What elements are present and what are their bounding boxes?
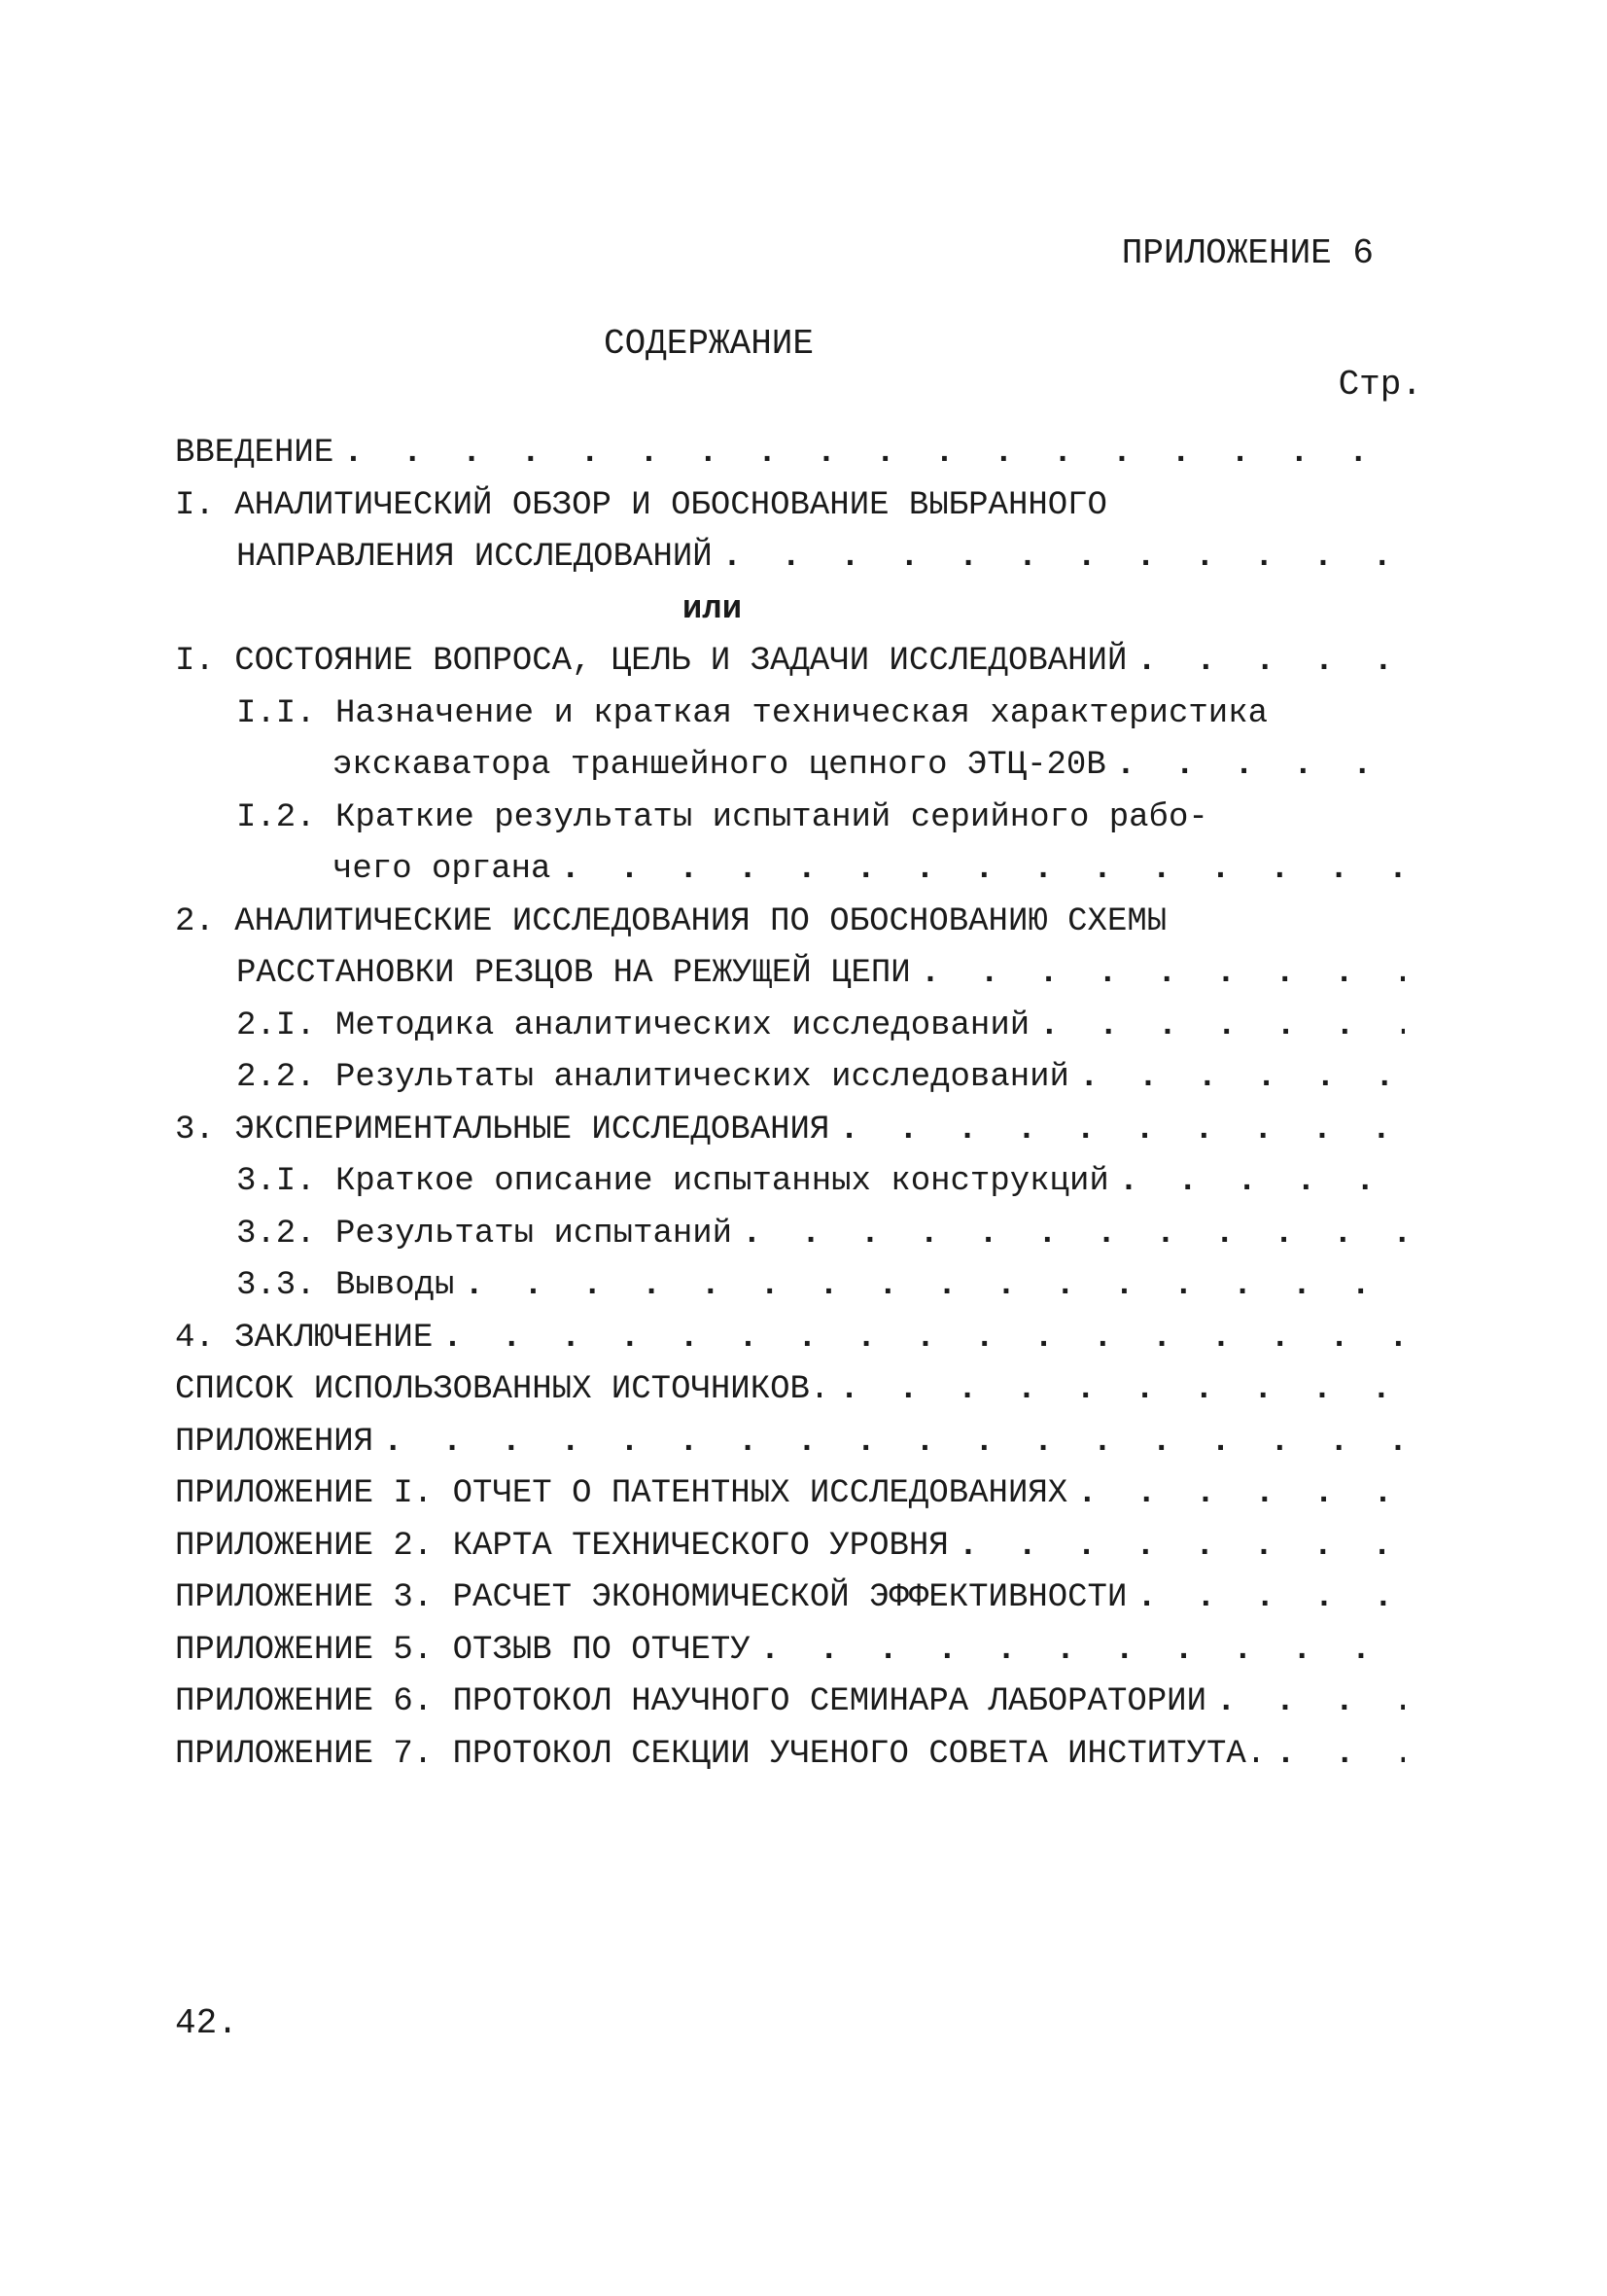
toc-dot-leader [760,1625,1405,1678]
toc-entry [175,948,1405,1001]
toc-entry-text: ПРИЛОЖЕНИЕ I. ОТЧЕТ О ПАТЕНТНЫХ ИССЛЕДОВАНИЯХ [175,1475,1068,1512]
toc-entry-text: РАССТАНОВКИ РЕЗЦОВ НА РЕЖУЩЕЙ ЦЕПИ [236,955,911,992]
toc-dot-leader [839,1105,1405,1157]
toc-entry [175,897,1405,949]
toc-dot-leader [921,948,1405,1001]
toc-entry-text: 3.2. Результаты испытаний [236,1215,733,1253]
page-column-label: Стр. [1338,365,1422,405]
toc-entry-text: НАПРАВЛЕНИЯ ИССЛЕДОВАНИЙ [236,539,713,576]
toc-entry [175,1468,1405,1521]
toc-entry-text: СПИСОК ИСПОЛЬЗОВАННЫХ ИСТОЧНИКОВ. [175,1371,830,1408]
toc-dot-leader [722,532,1405,584]
toc-dot-leader [464,1260,1405,1313]
toc-dot-leader [1136,636,1405,689]
toc-entry [175,1521,1405,1573]
toc-entry-text: экскаватора траншейного цепного ЭТЦ-20В [332,747,1106,784]
toc-entry [175,1001,1405,1053]
toc-entry [175,1209,1405,1261]
toc-entry-text: ПРИЛОЖЕНИЕ 5. ОТЗЫВ ПО ОТЧЕТУ [175,1631,751,1669]
toc-entry-text: I.2. Краткие результаты испытаний серийного рабо- [236,798,1208,836]
toc-entry [175,1677,1405,1729]
toc-entry [175,584,1405,637]
toc-entry [175,1156,1405,1209]
toc-entry [175,740,1405,793]
toc-dot-leader [1079,1052,1405,1105]
toc-dot-leader [1077,1468,1405,1521]
toc-entry [175,1572,1405,1625]
toc-dot-leader [383,1417,1405,1469]
toc-entry [175,1313,1405,1365]
toc-dot-leader [839,1364,1405,1417]
toc-dot-leader [959,1521,1405,1573]
toc-entry-text: ПРИЛОЖЕНИЕ 7. ПРОТОКОЛ СЕКЦИИ УЧЕНОГО СОВЕТА ИНСТИТУТА. [175,1735,1267,1773]
toc-entry-text: чего органа [332,851,551,888]
toc-entry [175,793,1405,845]
toc-dot-leader [742,1209,1405,1261]
toc-entry [175,844,1405,897]
toc-dot-leader [1119,1156,1405,1209]
toc-entry [175,1729,1405,1782]
toc-entry-text: I. СОСТОЯНИЕ ВОПРОСА, ЦЕЛЬ И ЗАДАЧИ ИССЛЕДОВАНИЙ [175,643,1128,680]
toc-dot-leader [1116,740,1405,793]
toc-entry-text: ПРИЛОЖЕНИЯ [175,1423,374,1461]
table-of-contents [175,428,1405,1781]
toc-entry [175,1364,1405,1417]
toc-entry-text: ВВЕДЕНИЕ [175,435,334,472]
toc-entry-text: 4. ЗАКЛЮЧЕНИЕ [175,1319,434,1357]
toc-entry [175,1625,1405,1678]
toc-entry-text: 2. АНАЛИТИЧЕСКИЕ ИССЛЕДОВАНИЯ ПО ОБОСНОВАНИЮ СХЕМЫ [175,902,1168,940]
toc-dot-leader [1275,1729,1405,1782]
toc-entry [175,1105,1405,1157]
toc-entry [175,532,1405,584]
toc-dot-leader [1039,1001,1405,1053]
toc-entry-text: ПРИЛОЖЕНИЕ 2. КАРТА ТЕХНИЧЕСКОГО УРОВНЯ [175,1527,949,1565]
toc-entry [175,636,1405,689]
toc-entry-text: 3. ЭКСПЕРИМЕНТАЛЬНЫЕ ИССЛЕДОВАНИЯ [175,1111,830,1148]
toc-entry-text: или [681,590,743,628]
toc-title: СОДЕРЖАНИЕ [603,324,815,364]
toc-entry-text: 2.2. Результаты аналитических исследований [236,1059,1069,1096]
toc-dot-leader [343,428,1405,480]
toc-dot-leader [442,1313,1405,1365]
toc-entry-text: 3.3. Выводы [236,1267,455,1304]
toc-entry-text: 3.I. Краткое описание испытанных конструкций [236,1163,1109,1200]
toc-entry [175,689,1405,741]
toc-entry [175,480,1405,533]
toc-entry-text: ПРИЛОЖЕНИЕ 3. РАСЧЕТ ЭКОНОМИЧЕСКОЙ ЭФФЕКТИВНОСТИ [175,1579,1128,1616]
toc-entry [175,428,1405,480]
toc-entry-text: ПРИЛОЖЕНИЕ 6. ПРОТОКОЛ НАУЧНОГО СЕМИНАРА ЛАБОРАТОРИИ [175,1683,1206,1720]
toc-entry [175,1052,1405,1105]
toc-entry-text: I.I. Назначение и краткая техническая характеристика [236,694,1268,732]
toc-entry-text: I. АНАЛИТИЧЕСКИЙ ОБЗОР И ОБОСНОВАНИЕ ВЫБРАННОГО [175,486,1107,524]
toc-entry [175,1260,1405,1313]
page-number: 42. [175,2003,238,2043]
toc-entry-text: 2.I. Методика аналитических исследований [236,1007,1031,1044]
toc-dot-leader [560,844,1405,897]
toc-dot-leader [1136,1572,1405,1625]
toc-entry [175,1417,1405,1469]
appendix-label: ПРИЛОЖЕНИЕ 6 [1121,233,1374,273]
toc-dot-leader [1216,1677,1405,1729]
